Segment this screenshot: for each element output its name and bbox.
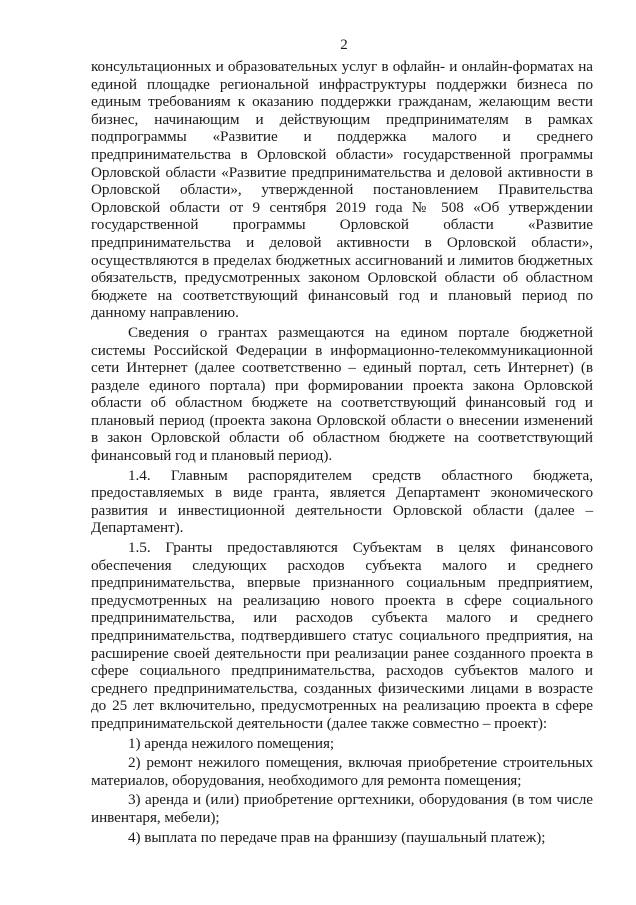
paragraph-intro-continuation: консультационных и образовательных услуг в офлайн- и онлайн-форматах на единой площадке региональной инфраструктуры поддержки бизнеса по единым требованиям к оказанию поддержки гражданам, желающим вести бизнес, начинающим и действующим предпринимателям в рамках подпрограммы «Развитие и поддержка малого и среднего предпринимательства в Орловской области» государственной программы Орловской области «Развитие предпринимательства и деловой активности в Орловской области», утвержденной постановлением Правительства Орловской области от 9 сентября 2019 года № 508 «Об утверждении государственной программы Орловской области «Развитие предпринимательства и деловой активности в Орловской области», осуществляются в пределах бюджетных ассигнований и лимитов бюджетных обязательств, предусмотренных законом Орловской области об областном бюджете на соответствующий финансовый год и плановый период по данному направлению.	[91, 58, 593, 322]
list-item-2: 2) ремонт нежилого помещения, включая приобретение строительных материалов, оборудования, необходимого для ремонта помещения;	[91, 754, 593, 789]
list-item-4: 4) выплата по передаче прав на франшизу (паушальный платеж);	[128, 828, 546, 846]
list-item-3: 3) аренда и (или) приобретение оргтехники, оборудования (в том числе инвентаря, мебели);	[91, 791, 593, 826]
paragraph-1-5: 1.5. Гранты предоставляются Субъектам в целях финансового обеспечения следующих расходов субъекта малого и среднего предпринимательства, впервые признанного социальным предприятием, предусмотренных на реализацию нового проекта в сфере социального предпринимательства, или расходов субъекта малого и среднего предпринимательства, подтвердившего статус социального предприятия, на расширение своей деятельности при реализации ранее созданного проекта в сфере социального предпринимательства, расходов субъектов малого и среднего предпринимательства, созданных физическими лицами в возрасте до 25 лет включительно, предусмотренных на реализацию проекта в сфере предпринимательской деятельности (далее также совместно – проект):	[91, 539, 593, 732]
paragraph-1-4: 1.4. Главным распорядителем средств областного бюджета, предоставляемых в виде гранта, является Департамент экономического развития и инвестиционной деятельности Орловской области (далее – Департамент).	[91, 466, 593, 537]
paragraph-grant-info: Сведения о грантах размещаются на едином портале бюджетной системы Российской Федерации в информационно-телекоммуникационной сети Интернет (далее соответственно – единый портал, сеть Интернет) (в разделе единого портала) при формировании проекта закона Орловской области об областном бюджете на соответствующий финансовый год и плановый период (проекта закона Орловской области о внесении изменений в закон Орловской области об областном бюджете на соответствующий финансовый год и плановый период).	[91, 323, 593, 465]
list-item-1: 1) аренда нежилого помещения;	[128, 734, 335, 752]
page-number: 2	[340, 37, 348, 53]
